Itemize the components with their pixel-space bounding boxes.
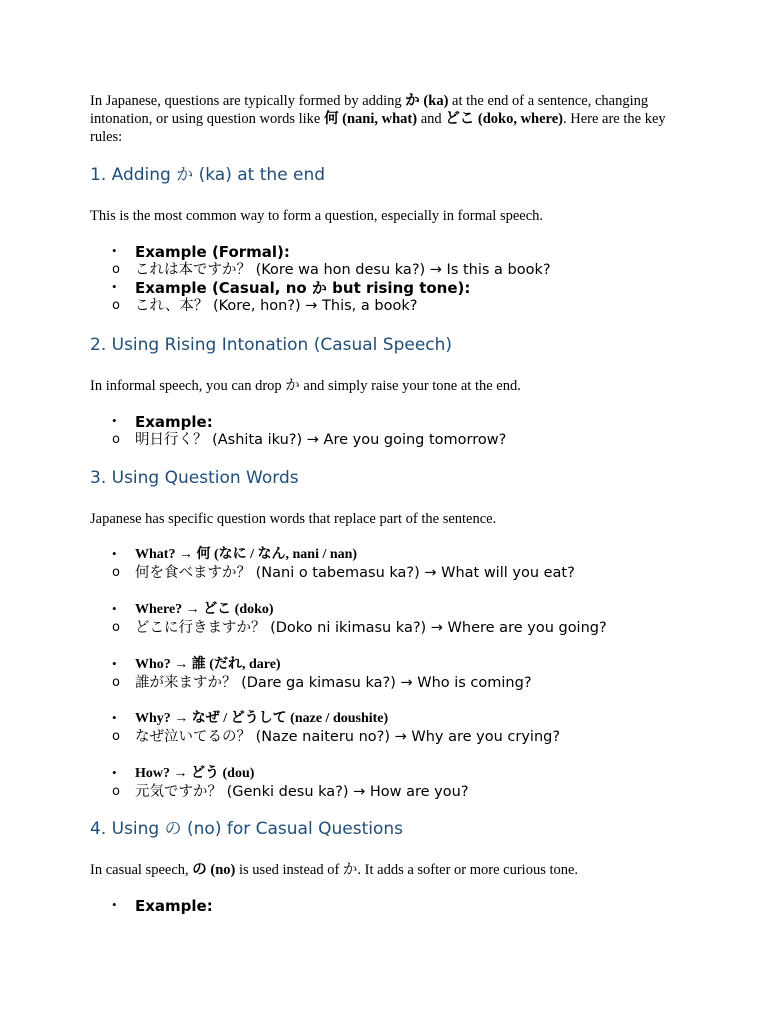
section1-heading: 1. Adding か (ka) at the end — [90, 165, 326, 185]
sub-list — [90, 783, 680, 801]
bullet-disc: • — [112, 243, 117, 258]
sub-list-item — [90, 297, 680, 315]
question-word-label: Why? → なぜ / どうして (naze / doushite) — [135, 711, 389, 726]
list-item — [90, 413, 680, 449]
list-item — [90, 710, 680, 746]
bullet-disc: • — [112, 710, 117, 725]
question-word-label: What? → 何 (なに / なん, nani / nan) — [135, 547, 358, 562]
sub-list — [90, 674, 680, 692]
question-word-item-where — [90, 601, 680, 637]
sub-list-item — [90, 431, 680, 449]
example-label: Example (Formal): — [135, 243, 290, 261]
example-sentence: これ、本？ (Kore, hon?) → This, a book? — [135, 298, 418, 314]
section3-text: Japanese has specific question words that replace part of the sentence. — [90, 511, 497, 527]
example-sentence: これは本ですか？ (Kore wa hon desu ka?) → Is this a book? — [135, 262, 551, 278]
bullet-disc: • — [112, 897, 117, 912]
sub-list-item — [90, 674, 680, 692]
example-sentence: 何を食べますか？ (Nani o tabemasu ka?) → What will you eat? — [135, 565, 575, 581]
sub-list-item — [90, 728, 680, 746]
intro-bold-nani: 何 (nani, what) — [324, 111, 418, 127]
sub-list — [90, 297, 680, 315]
bullet-circle: o — [112, 432, 120, 447]
bullet-circle: o — [112, 262, 120, 277]
section2-text: In informal speech, you can drop か and simply raise your tone at the end. — [90, 378, 521, 394]
bullet-circle: o — [112, 620, 120, 635]
bullet-circle: o — [112, 784, 120, 799]
section4-text — [90, 861, 680, 879]
question-word-item-what — [90, 546, 680, 582]
section4-list — [90, 897, 680, 915]
bullet-disc: • — [112, 546, 117, 561]
intro-text-4: . Here are the key rules: — [90, 111, 666, 145]
section4-heading: 4. Using の (no) for Casual Questions — [90, 819, 403, 839]
example-sentence: なぜ泣いてるの？ (Naze naiteru no?) → Why are you crying? — [135, 729, 561, 745]
list-item — [90, 279, 680, 315]
section4-text-1: In casual speech, — [90, 862, 193, 878]
section1-list — [90, 243, 680, 315]
question-word-item-how — [90, 765, 680, 801]
intro-text-2: at the end of a sentence, changing intonation, or using question words like — [90, 93, 649, 127]
list-item — [90, 656, 680, 692]
sub-list — [90, 619, 680, 637]
intro-bold-doko: どこ (doko, where) — [445, 111, 563, 127]
sub-list — [90, 564, 680, 582]
example-sentence: 明日行く？ (Ashita iku?) → Are you going tomorrow? — [135, 432, 507, 448]
sub-list — [90, 431, 680, 449]
sub-list — [90, 728, 680, 746]
bullet-circle: o — [112, 565, 120, 580]
bullet-disc: • — [112, 601, 117, 616]
example-sentence: 元気ですか？ (Genki desu ka?) → How are you? — [135, 784, 469, 800]
question-word-item-why — [90, 710, 680, 746]
intro-paragraph — [90, 92, 680, 146]
bullet-disc: • — [112, 279, 117, 294]
bullet-disc: • — [112, 413, 117, 428]
question-word-label: Who? → 誰 (だれ, dare) — [135, 657, 281, 672]
intro-bold-ka: か (ka) — [405, 93, 449, 109]
bullet-disc: • — [112, 656, 117, 671]
section3-heading: 3. Using Question Words — [90, 468, 299, 488]
list-item — [90, 897, 680, 915]
sub-list-item — [90, 619, 680, 637]
sub-list-item — [90, 564, 680, 582]
list-item — [90, 243, 680, 279]
question-word-label: Where? → どこ (doko) — [135, 602, 274, 617]
section1-text: This is the most common way to form a question, especially in formal speech. — [90, 208, 544, 224]
intro-text-1: In Japanese, questions are typically formed by adding — [90, 93, 406, 109]
question-word-label: How? → どう (dou) — [135, 766, 255, 781]
bullet-circle: o — [112, 675, 120, 690]
example-sentence: どこに行きますか？ (Doko ni ikimasu ka?) → Where are you going? — [135, 620, 607, 636]
list-item — [90, 765, 680, 801]
question-word-item-who — [90, 656, 680, 692]
list-item — [90, 601, 680, 637]
list-item — [90, 546, 680, 582]
example-label: Example (Casual, no か but rising tone): — [135, 279, 471, 297]
bullet-disc: • — [112, 765, 117, 780]
example-sentence: 誰が来ますか？ (Dare ga kimasu ka?) → Who is coming? — [135, 675, 532, 691]
example-label: Example: — [135, 897, 213, 915]
sub-list — [90, 261, 680, 279]
example-label: Example: — [135, 413, 213, 431]
section4-bold-no: の (no) — [192, 862, 236, 878]
intro-text-3: and — [417, 111, 446, 127]
section4-text-2: is used instead of か. It adds a softer or more curious tone. — [235, 862, 579, 878]
bullet-circle: o — [112, 729, 120, 744]
section2-list — [90, 413, 680, 449]
sub-list-item — [90, 261, 680, 279]
section2-heading: 2. Using Rising Intonation (Casual Speech) — [90, 335, 453, 355]
sub-list-item — [90, 783, 680, 801]
bullet-circle: o — [112, 298, 120, 313]
